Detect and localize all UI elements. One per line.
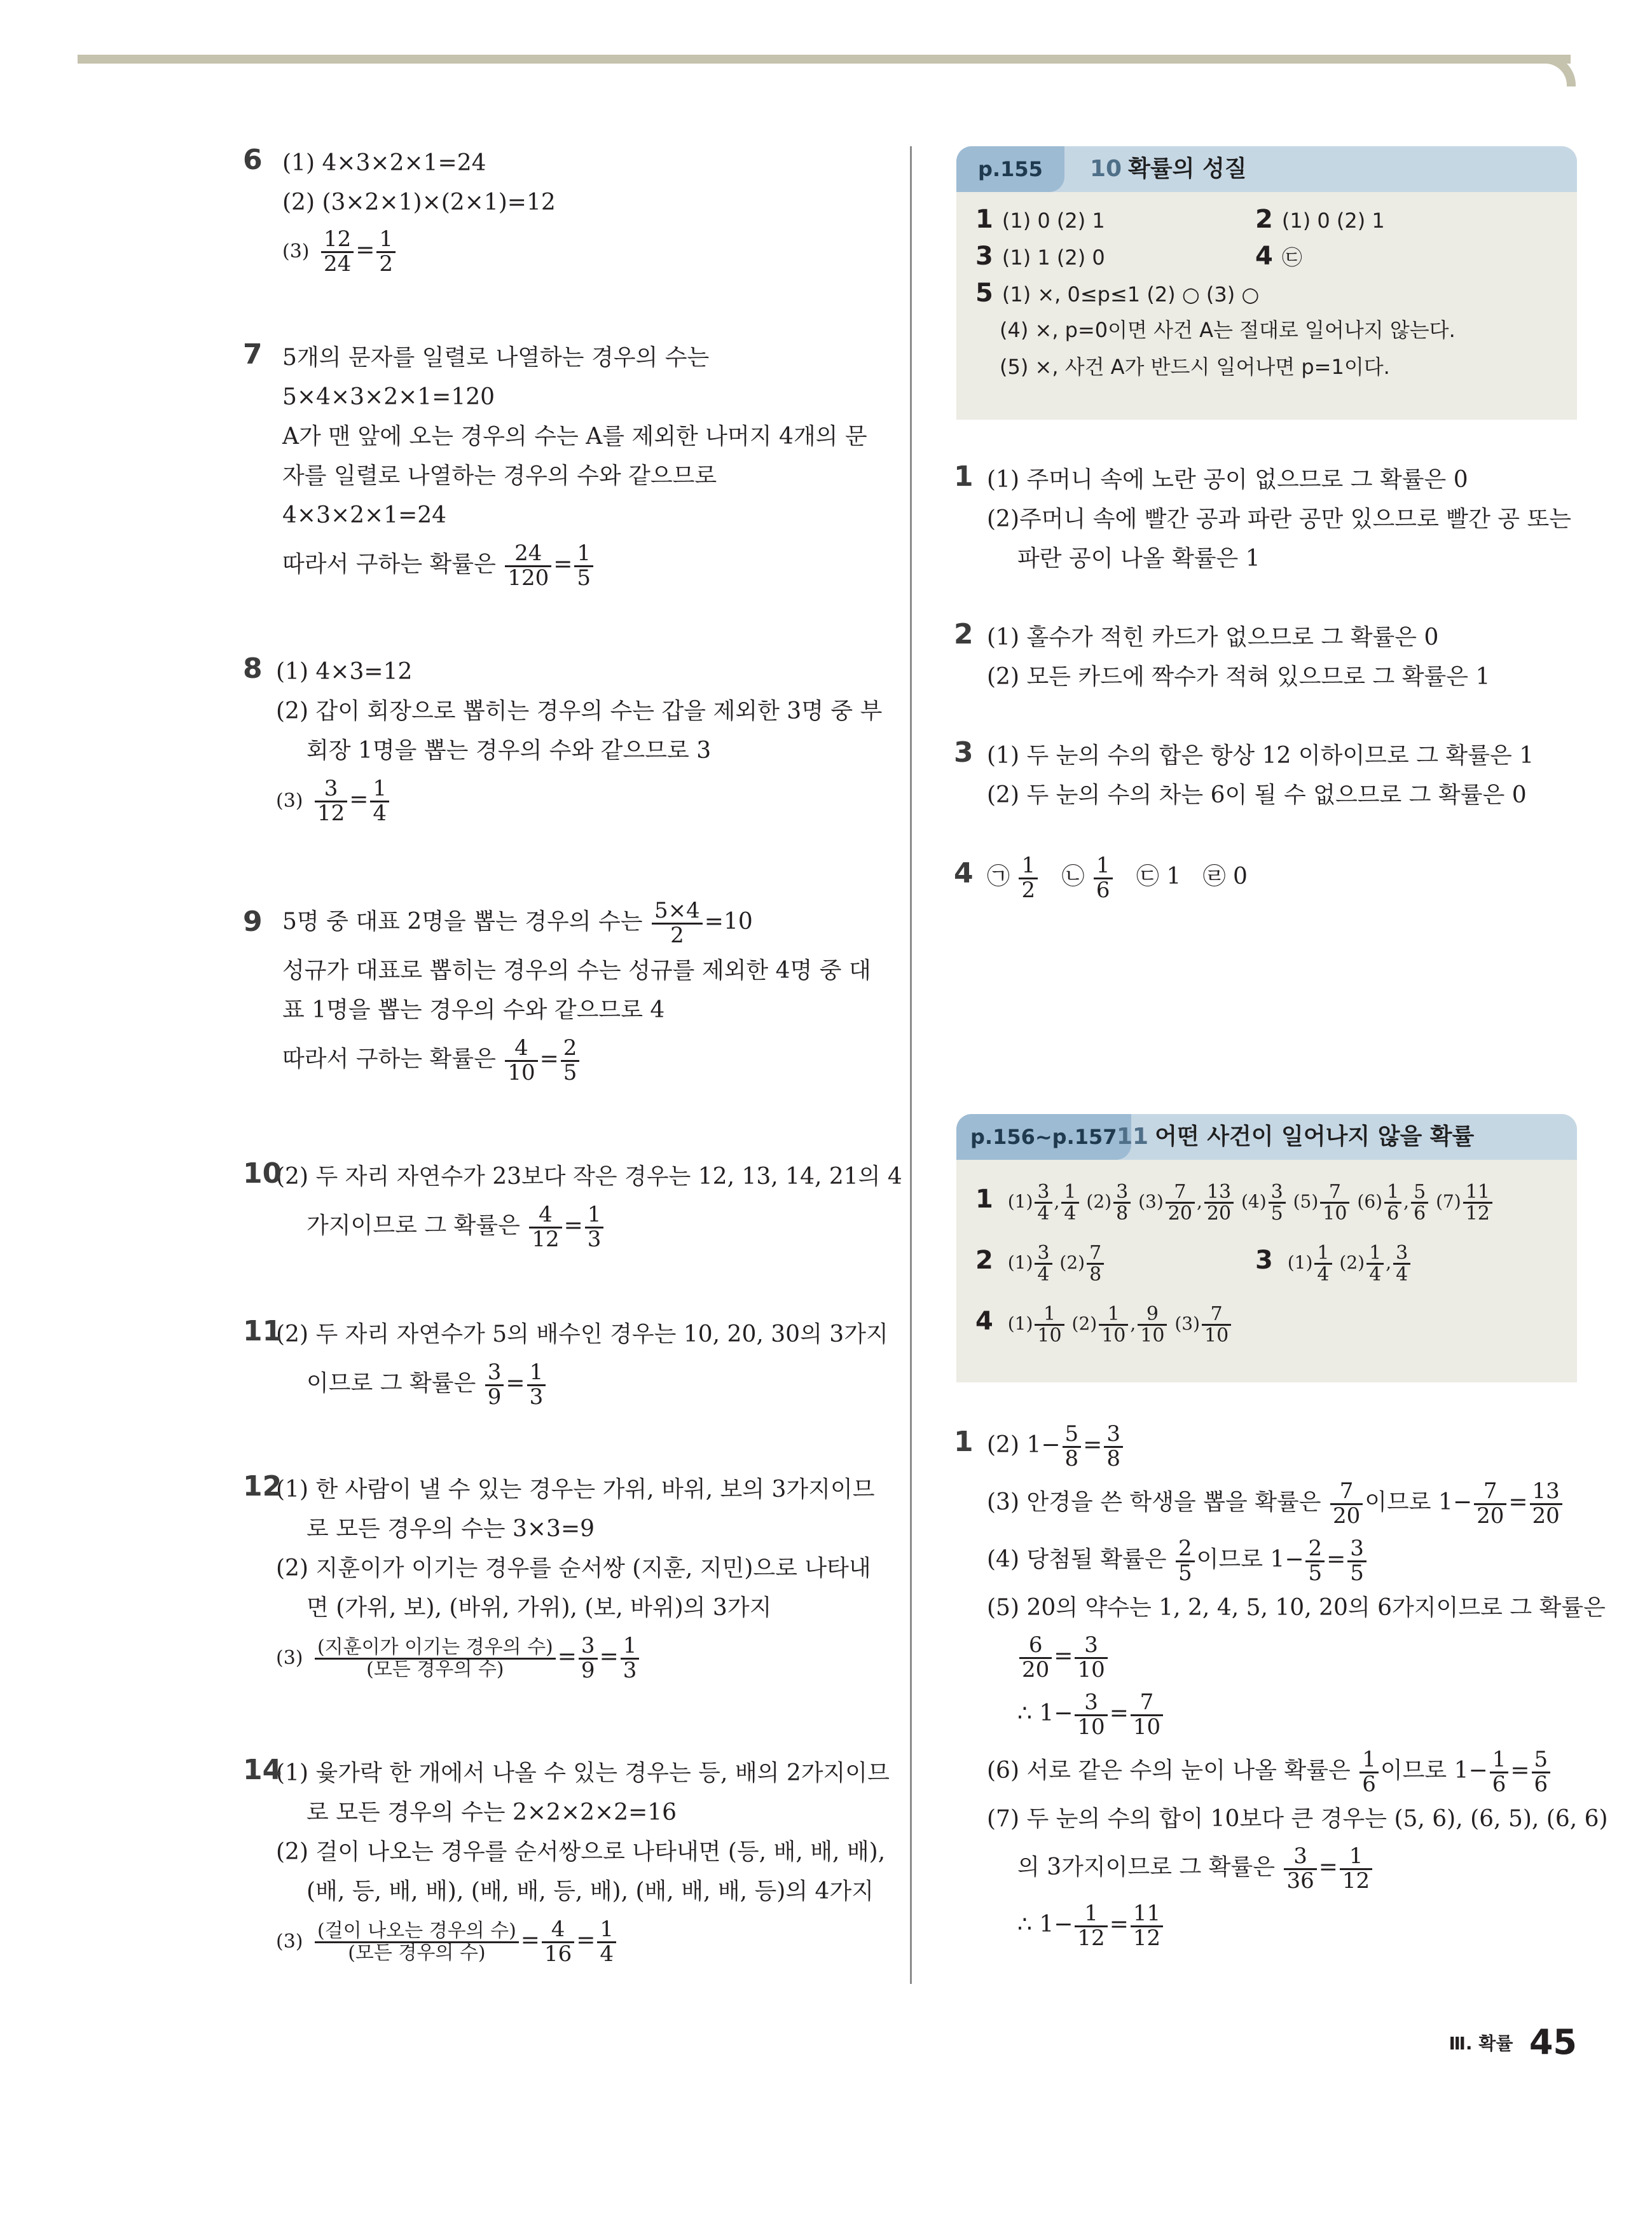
problem-number: 7: [243, 338, 263, 371]
answer-6: 6 (1) 4×3×2×1=24 (2) (3×2×1)×(2×1)=12 (3) $\frac{12}{24}$ = $\frac{1}{2}$: [243, 144, 556, 277]
problem-number: 14: [243, 1754, 282, 1786]
problem-number: 3: [954, 736, 974, 769]
problem-number: 9: [243, 905, 263, 938]
page-footer: [1449, 2022, 1577, 2062]
answer-8: 8 (1) 4×3=12 (2) 갑이 회장으로 뽑히는 경우의 수는 갑을 제외한 3명 중 부 회장 1명을 뽑는 경우의 수와 같으므로 3 (3) $\frac{3}{12}$ = $\frac{1}{4}$: [243, 652, 883, 826]
answer-7: 7 5개의 문자를 일렬로 나열하는 경우의 수는 5×4×3×2×1=120 A가 맨 앞에 오는 경우의 수는 A를 제외한 나머지 4개의 문 자를 일렬로 나열하는 경우의 수와 같으므로 4×3×2×1=24 따라서 구하는 확률은 $\frac{24}{120}$ = $\frac{1}{5}$: [243, 338, 867, 591]
answer-14: 14 (1) 윷가락 한 개에서 나올 수 있는 경우는 등, 배의 2가지이므 로 모든 경우의 수는 2×2×2×2=16 (2) 걸이 나오는 경우를 순서쌍으로 나타내면 (등, 배, 배, 배), (배, 등, 배, 배), (배, 배, 등, 배), (배, 배, 배, 등)의 4가지 (3) (걸이 나오는 경우의 수) (모든 경우의 수) = $\frac{4}{16}$ = $\frac{1}{4}$: [243, 1754, 890, 1967]
summary-box-p155: p.155 10 확률의 성질 1 (1) 0 (2) 1 2 (1) 0 (2) 1 3 (1) 1 (2) 0 4 ㉢ 5 (1) ×, 0≤p≤1 (2) ○ (3) ○ (4) ×, p=0이면 사건 A는 절대로 일어나지 않는다. (5) ×, 사건 A가 반드시 일어나면 p=1이다.: [956, 146, 1577, 420]
top-rule: [78, 55, 1571, 64]
page-reference: p.155: [956, 146, 1064, 192]
problem-number: 4: [954, 857, 974, 890]
problem-number: 11: [243, 1315, 282, 1347]
box-header: [956, 1114, 1577, 1160]
answer-line: (1) 4×3×2×1=24: [282, 150, 486, 176]
answer-10: 10 (2) 두 자리 자연수가 23보다 작은 경우는 12, 13, 14, 21의 4 가지이므로 그 확률은 $\frac{4}{12}$ = $\frac{1}{3}$: [243, 1157, 902, 1252]
problem-number: 6: [243, 144, 263, 176]
box-title: 11 어떤 사건이 일어나지 않을 확률: [1117, 1124, 1475, 1150]
problem-number: 10: [243, 1157, 282, 1190]
answer-p155-3: 3 (1) 두 눈의 수의 합은 항상 12 이하이므로 그 확률은 1 (2) 두 눈의 수의 차는 6이 될 수 없으므로 그 확률은 0: [954, 736, 1534, 808]
problem-number: 1: [954, 460, 974, 493]
summary-box-p156: p.156~p.157 11 어떤 사건이 일어나지 않을 확률 1 (1) $\frac{3}{4}$ , $\frac{1}{4}$ (2) $\frac{3}{8}$ (3) $\frac{7}{20}$ , $\frac{13}{20}$ (4) $\frac{3}{5}$ (5) $\frac{7}{10}$ (6) $\frac{1}{6}$ , $\frac{5}{6}$ (7) $\frac{11}{12}$ 2 (1) $\frac{3}{4}$ (2) $\frac{7}{8}$ 3 (1) $\frac{1}{4}$ (2) $\frac{1}{4}$ , $\frac{3}{4}$ 4 (1) $\frac{1}{10}$ (2) $\frac{1}{10}$ , $\frac{9}{10}$ (3) $\frac{7}{10}$: [956, 1114, 1577, 1382]
problem-number: 12: [243, 1470, 282, 1503]
answer-9: 9 5명 중 대표 2명을 뽑는 경우의 수는 $\frac{5\times 4}{2}$ =10 성규가 대표로 뽑히는 경우의 수는 성규를 제외한 4명 중 대 표 1명을 뽑는 경우의 수와 같으므로 4 따라서 구하는 확률은 $\frac{4}{10}$ = $\frac{2}{5}$: [243, 897, 871, 1085]
answer-p155-2: 2 (1) 홀수가 적힌 카드가 없으므로 그 확률은 0 (2) 모든 카드에 짝수가 적혀 있으므로 그 확률은 1: [954, 618, 1490, 690]
problem-number: 8: [243, 652, 263, 685]
answer-p155-1: 1 (1) 주머니 속에 노란 공이 없으므로 그 확률은 0 (2)주머니 속에 빨간 공과 파란 공만 있으므로 빨간 공 또는 파란 공이 나올 확률은 1: [954, 460, 1572, 572]
page-number: 45: [1529, 2022, 1577, 2062]
answer-11: 11 (2) 두 자리 자연수가 5의 배수인 경우는 10, 20, 30의 3가지 이므로 그 확률은 $\frac{3}{9}$ = $\frac{1}{3}$: [243, 1315, 888, 1410]
problem-number: 2: [954, 618, 974, 650]
answer-p155-4: 4 ㉠ $\frac{1}{2}$ ㉡ $\frac{1}{6}$ ㉢ 1 ㉣ 0: [954, 852, 1248, 903]
box-title: 10 확률의 성질: [1090, 156, 1247, 182]
section-label: Ⅲ. 확률: [1449, 2032, 1513, 2054]
answer-p156-1: 1 (2) 1− $\frac{5}{8}$ = $\frac{3}{8}$ (3) 안경을 쓴 학생을 뽑을 확률은 $\frac{7}{20}$ 이므로 1− $\frac{7}{20}$ = $\frac{13}{20}$ (4) 당첨될 확률은 $\frac{2}{5}$ 이므로 1− $\frac{2}{5}$ = $\frac{3}{5}$ (5) 20의 약수는 1, 2, 4, 5, 10, 20의 6가지이므로 그 확률은 $\frac{6}{20}$ = $\frac{3}{10}$ ∴ 1− $\frac{3}{10}$ = $\frac{7}{10}$ (6) 서로 같은 수의 눈이 나올 확률은 $\frac{1}{6}$ 이므로 1− $\frac{1}{6}$ = $\frac{5}{6}$ (7) 두 눈의 수의 합이 10보다 큰 경우는 (5, 6), (6, 5), (6, 6) 의 3가지이므로 그 확률은 $\frac{3}{36}$ = $\frac{1}{12}$ ∴ 1− $\frac{1}{12}$ = $\frac{11}{12}$: [954, 1421, 1608, 1951]
problem-number: 1: [954, 1426, 974, 1458]
box-header: [956, 146, 1577, 192]
answer-line: (2) (3×2×1)×(2×1)=12: [282, 189, 556, 216]
answer-12: 12 (1) 한 사람이 낼 수 있는 경우는 가위, 바위, 보의 3가지이므 로 모든 경우의 수는 3×3=9 (2) 지훈이가 이기는 경우를 순서쌍 (지훈, 지민)으로 나타내 면 (가위, 보), (바위, 가위), (보, 바위)의 3가지 (3) (지훈이가 이기는 경우의 수) (모든 경우의 수) = $\frac{3}{9}$ = $\frac{1}{3}$: [243, 1470, 875, 1683]
page-reference: p.156~p.157: [956, 1114, 1131, 1160]
column-divider: [910, 146, 912, 1984]
